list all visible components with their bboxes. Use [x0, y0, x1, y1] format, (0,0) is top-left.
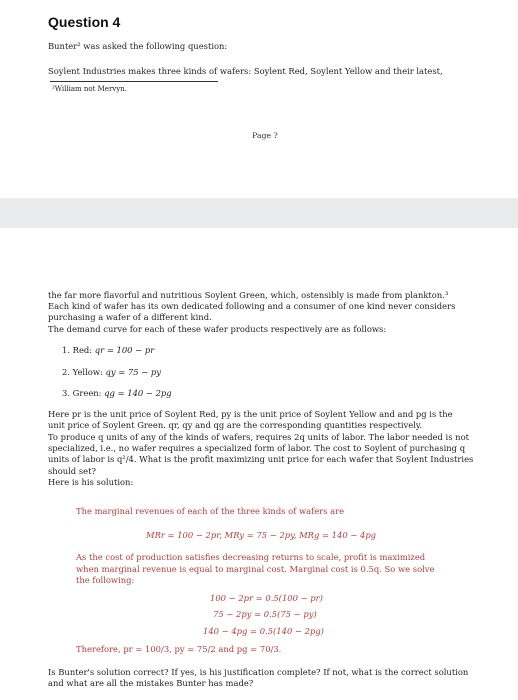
demand-label: Yellow: — [72, 367, 103, 377]
continued-line-2: Each kind of wafer has its own dedicated following and a consumer of one kind never considers — [48, 301, 456, 311]
demand-item-green — [62, 388, 172, 399]
solution-line-4: the following: — [76, 575, 135, 585]
closing-line-2: and what are all the mistakes Bunter has made? — [48, 678, 254, 688]
question-title: Question 4 — [48, 14, 121, 30]
explain-line-1: Here pr is the unit price of Soylent Red, py is the unit price of Soylent Yellow and and pg is the — [48, 409, 453, 419]
demand-intro: The demand curve for each of these wafer products respectively are as follows: — [48, 324, 387, 334]
demand-num: 1. — [62, 345, 70, 355]
explain-line-5: units of labor is q²/4. What is the profit maximizing unit price for each wafer that Soylent Industries — [48, 454, 474, 464]
explain-line-3: To produce q units of any of the kinds of wafers, requires 2q units of labor. The labor needed is not — [48, 432, 469, 442]
demand-num: 2. — [62, 367, 70, 377]
intro-line: Bunter² was asked the following question: — [48, 41, 228, 51]
demand-item-red — [62, 345, 154, 356]
solution-line-3: when marginal revenue is equal to marginal cost. Marginal cost is 0.5q. So we solve — [76, 564, 435, 574]
solution-line-2: As the cost of production satisfies decreasing returns to scale, profit is maximized — [76, 552, 426, 562]
footnote-rule — [50, 81, 218, 82]
solution-therefore: Therefore, pr = 100/3, py = 75/2 and pg = 70/3. — [76, 644, 282, 654]
equation-yellow: 75 − 2py = 0.5(75 − py) — [213, 609, 317, 619]
demand-num: 3. — [62, 388, 70, 398]
solution-line-1: The marginal revenues of each of the three kinds of wafers are — [76, 506, 345, 516]
footnote: ²William not Mervyn. — [52, 85, 127, 93]
demand-equation: qr = 100 − pr — [94, 345, 155, 355]
closing-line-1: Is Bunter's solution correct? If yes, is his justification complete? If not, what is the correct solution — [48, 667, 469, 677]
demand-label: Green: — [72, 388, 102, 398]
marginal-revenue-equations: MRr = 100 − 2pr, MRy = 75 − 2py, MRg = 140 − 4pg — [146, 530, 377, 540]
explain-line-6: should set? — [48, 466, 96, 476]
demand-equation: qy = 75 − py — [105, 367, 162, 377]
equation-green: 140 − 4pg = 0.5(140 − 2pg) — [203, 626, 324, 636]
explain-line-4: specialized, i.e., no wafer requires a specialized form of labor. The cost to Soylent of purchasing q — [48, 443, 466, 453]
page-gap — [0, 198, 518, 228]
continued-line-1: the far more flavorful and nutritious Soylent Green, which, ostensibly is made from plankton.³ — [48, 290, 449, 300]
explain-line-7: Here is his solution: — [48, 477, 134, 487]
equation-red: 100 − 2pr = 0.5(100 − pr) — [210, 593, 323, 603]
explain-line-2: unit price of Soylent Green. qr, qy and qg are the corresponding quantities respectively. — [48, 420, 423, 430]
page-number: Page ? — [252, 131, 278, 140]
demand-item-yellow — [62, 367, 161, 378]
question-line: Soylent Industries makes three kinds of wafers: Soylent Red, Soylent Yellow and their latest, — [48, 66, 443, 76]
demand-equation: qg = 140 − 2pg — [104, 388, 172, 398]
continued-line-3: purchasing a wafer of a different kind. — [48, 312, 212, 322]
demand-label: Red: — [72, 345, 93, 355]
